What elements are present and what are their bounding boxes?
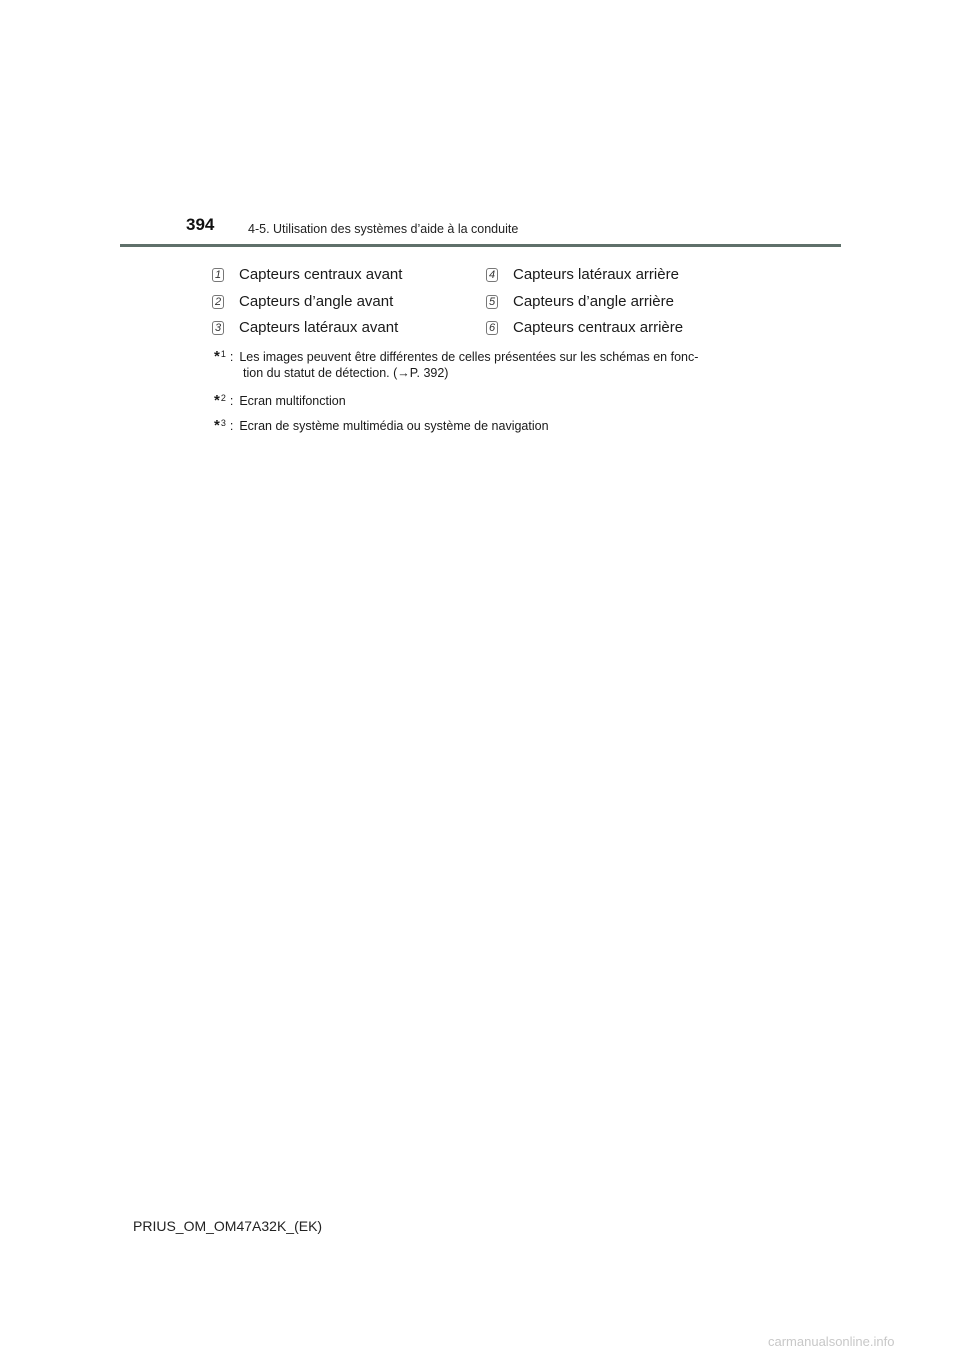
legend-item	[486, 293, 674, 310]
number-badge-icon: 6	[486, 321, 498, 335]
page-number: 394	[186, 215, 215, 234]
footnote	[214, 390, 346, 409]
document-code: PRIUS_OM_OM47A32K_(EK)	[133, 1218, 323, 1234]
footnote-sup: 1	[220, 349, 226, 359]
number-badge-icon: 3	[212, 321, 224, 335]
number-badge-icon: 1	[212, 268, 224, 282]
footnote-sup: 2	[220, 393, 226, 403]
footnote-star: *	[214, 392, 220, 409]
watermark: carmanualsonline.info	[768, 1334, 895, 1349]
footnote-colon: :	[229, 350, 234, 364]
footnote	[214, 415, 549, 434]
footnote-text: Ecran multifonction	[239, 394, 346, 408]
legend-label: Capteurs latéraux avant	[239, 319, 399, 336]
footnote-continuation: tion du statut de détection. (→P. 392)	[243, 366, 449, 380]
footnote-colon: :	[229, 394, 234, 408]
footnote-text: Ecran de système multimédia ou système de navigation	[239, 419, 549, 433]
legend-label: Capteurs latéraux arrière	[513, 266, 679, 283]
footnote-star: *	[214, 417, 220, 434]
footnote	[214, 346, 698, 365]
legend-label: Capteurs d’angle arrière	[513, 293, 674, 310]
legend-label: Capteurs d’angle avant	[239, 293, 394, 310]
legend-item	[212, 293, 393, 310]
legend-item	[486, 319, 683, 336]
footnote-text: Les images peuvent être différentes de celles présentées sur les schémas en fonc-	[239, 350, 699, 364]
legend-item	[212, 266, 402, 283]
legend-label: Capteurs centraux avant	[239, 266, 403, 283]
number-badge-icon: 4	[486, 268, 498, 282]
section-title: 4-5. Utilisation des systèmes d’aide à la conduite	[248, 222, 519, 236]
header-rule	[120, 244, 841, 247]
legend-item	[212, 319, 398, 336]
number-badge-icon: 5	[486, 295, 498, 309]
footnote-star: *	[214, 348, 220, 365]
footnote-sup: 3	[220, 418, 226, 428]
legend-item	[486, 266, 679, 283]
number-badge-icon: 2	[212, 295, 224, 309]
legend-label: Capteurs centraux arrière	[513, 319, 684, 336]
footnote-colon: :	[229, 419, 234, 433]
